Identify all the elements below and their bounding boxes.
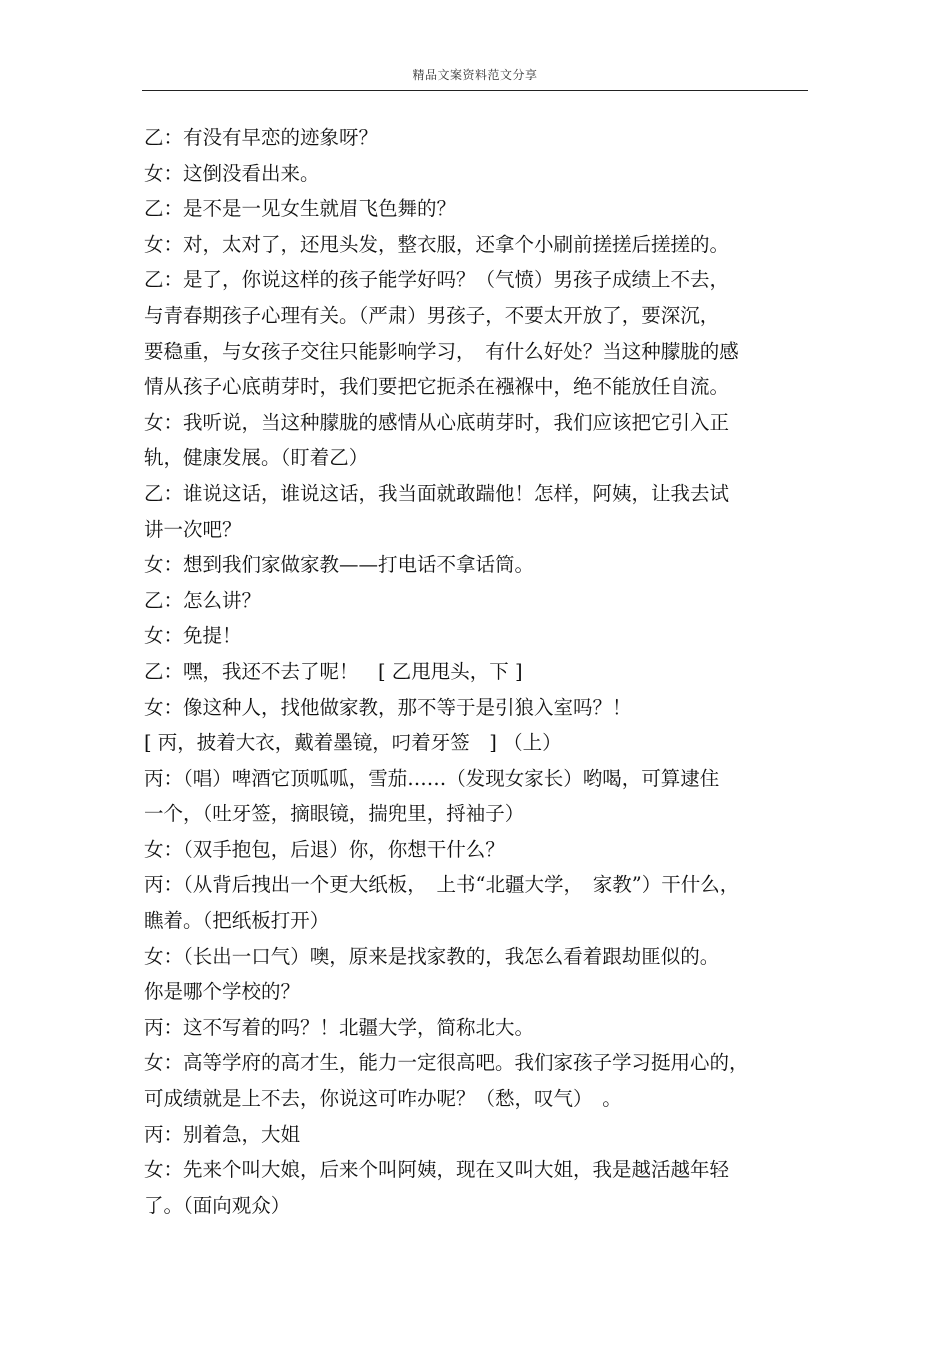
text-line: 女：我听说，当这种朦胧的感情从心底萌芽时，我们应该把它引入正 [144, 410, 730, 434]
text-line: 丙：别着急，大姐 [144, 1122, 301, 1146]
text-line: 女：想到我们家做家教——打电话不拿话筒。 [144, 553, 535, 577]
text-line: 情从孩子心底萌芽时，我们要把它扼杀在襁褓中，绝不能放任自流。 [144, 375, 730, 399]
text-line: 讲一次吧？ [144, 517, 242, 541]
script-text [144, 120, 804, 1223]
text-line: 丙：（唱）啤酒它顶呱呱，雪茄……（发现女家长）哟喝，可算逮住 [144, 766, 720, 790]
text-line: 女：这倒没看出来。 [144, 161, 320, 185]
header-divider [142, 90, 808, 91]
text-line: 一个，（吐牙签，摘眼镜，揣兜里，捋袖子） [144, 802, 525, 826]
text-line: 女：先来个叫大娘，后来个叫阿姨，现在又叫大姐，我是越活越年轻 [144, 1158, 730, 1182]
text-line: 乙：是了，你说这样的孩子能学好吗？（气愤）男孩子成绩上不去， [144, 268, 730, 292]
text-line: 丙：这不写着的吗？！北疆大学，简称北大。 [144, 1015, 535, 1039]
text-line: 女：（双手抱包，后退）你，你想干什么？ [144, 837, 505, 861]
text-line: 轨，健康发展。（盯着乙） [144, 446, 369, 470]
text-line: 乙：有没有早恋的迹象呀？ [144, 126, 379, 149]
text-line: 女：免提！ [144, 624, 242, 648]
text-line: 与青春期孩子心理有关。（严肃）男孩子，不要太开放了，要深沉， [144, 303, 720, 327]
text-line: 女：对，太对了，还甩头发，整衣服，还拿个小刷前搓搓后搓搓的。 [144, 232, 730, 256]
text-line: 女：高等学府的高才生，能力一定很高吧。我们家孩子学习挺用心的， [144, 1051, 749, 1075]
text-line: 你是哪个学校的？ [144, 980, 301, 1004]
text-line: 要稳重，与女孩子交往只能影响学习， 有什么好处？当这种朦胧的感 [144, 339, 739, 363]
text-line: 乙：嘿，我还不去了呢！ [ 乙甩甩头，下 ] [144, 659, 523, 683]
text-line: 女：像这种人，找他做家教，那不等于是引狼入室吗？！ [144, 695, 632, 719]
text-line: 女：（长出一口气）噢，原来是找家教的，我怎么看着跟劫匪似的。 [144, 944, 720, 968]
text-line: 乙：是不是一见女生就眉飞色舞的？ [144, 197, 457, 221]
text-line: [ 丙，披着大衣，戴着墨镜，叼着牙签 ] （上） [144, 731, 562, 755]
text-line: 丙：（从背后拽出一个更大纸板， 上书“北疆大学， 家教”）干什么， [144, 873, 740, 897]
text-line: 乙：怎么讲？ [144, 588, 262, 612]
text-line: 瞧着。（把纸板打开） [144, 909, 330, 933]
text-line: 了。（面向观众） [144, 1193, 291, 1217]
text-line: 可成绩就是上不去，你说这可咋办呢？（愁，叹气） 。 [144, 1087, 622, 1111]
page-header-title: 精品文案资料范文分享 [412, 68, 538, 82]
text-line: 乙：谁说这话，谁说这话，我当面就敢踹他！怎样，阿姨，让我去试 [144, 481, 730, 505]
